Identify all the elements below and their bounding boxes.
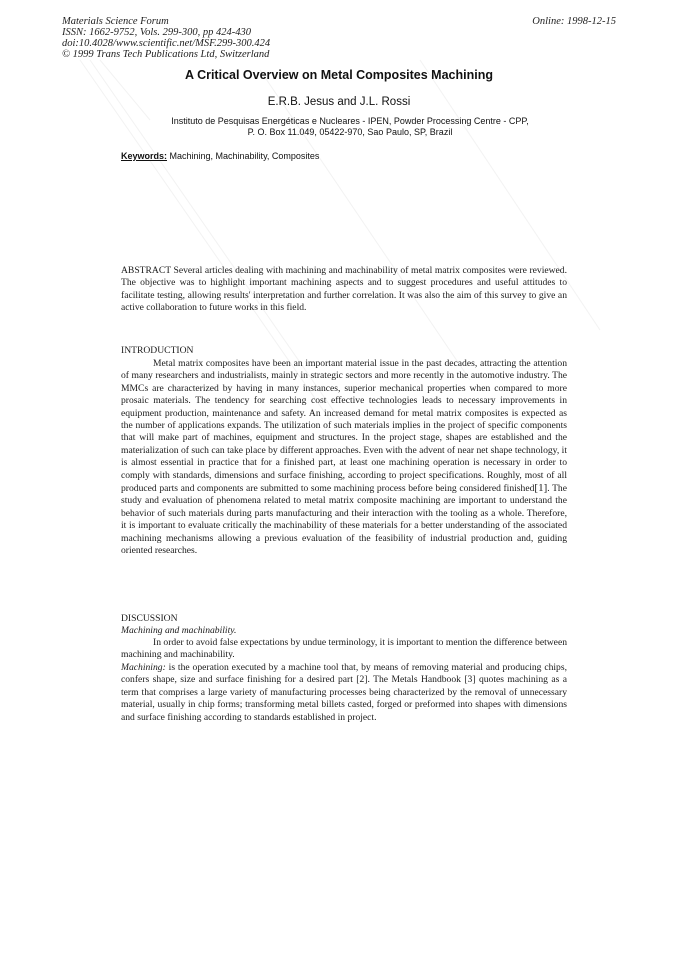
- issn-line: ISSN: 1662-9752, Vols. 299-300, pp 424-430: [62, 27, 251, 38]
- discussion-heading: DISCUSSION: [121, 613, 178, 624]
- affiliation-line: P. O. Box 11.049, 05422-970, Sao Paulo, SP, Brazil: [247, 127, 453, 137]
- introduction-paragraph: [121, 358, 567, 558]
- definition-text: is the operation executed by a machine tool that, by means of removing material and producing chips, confers shape, size and surface finishing for a desired part [2]. The Metals Handbook [3] quotes machining as a term that comprises a large variety of manufacturing processes being characterized by the removal of unnecessary material, usually in chip forms; transforming metal billets casted, forged or preformed into shapes with dimensions and surface finishing according to standards established in project.: [121, 662, 567, 723]
- keywords: [121, 151, 319, 161]
- affiliation: [120, 116, 580, 138]
- discussion-subheading: Machining and machinability.: [121, 625, 237, 636]
- paper-authors: E.R.B. Jesus and J.L. Rossi: [267, 96, 411, 108]
- affiliation-line: Instituto de Pesquisas Energéticas e Nucleares - IPEN, Powder Processing Centre - CPP,: [171, 116, 529, 126]
- copyright-line: © 1999 Trans Tech Publications Ltd, Switzerland: [62, 49, 270, 60]
- online-date: Online: 1998-12-15: [532, 16, 616, 27]
- citation-ref: [1]: [534, 482, 548, 495]
- keywords-list: Machining, Machinability, Composites: [167, 151, 320, 161]
- doi-line: doi:10.4028/www.scientific.net/MSF.299-300.424: [62, 38, 271, 49]
- introduction-text-a: Metal matrix composites have been an important material issue in the past decades, attracting the attention of many researchers and industrialists, mainly in strategic sectors and more recently in the automotive industry. The MMCs are characterized by having in many instances, superior mechanical properties when compared to more prosaic materials. The tendency for searching cost effective technologies leads to necessary improvements in equipment production, maintenance and safety. An increased demand for metal matrix composites is expected as the number of applications expands. The utilization of such materials implies in the project of specific components that will make part of machines, equipment and structures. In the project stage, shapes are established and the materialization of such can take place by different approaches. Even with the advent of near net shape technology, it is almost essential in practice that for a finished part, at least one machining operation is necessary in order to comply with standards, dimensions and surface finishing, according to project specifications. Roughly, most of all produced parts and components are submitted to some machining process before being considered finished: [121, 358, 567, 495]
- keywords-label: Keywords:: [121, 151, 168, 161]
- paper-title: A Critical Overview on Metal Composites Machining: [185, 68, 493, 82]
- discussion-paragraph-2: [121, 662, 567, 724]
- introduction-text-b: . The study and evaluation of phenomena related to metal matrix composite machining are important to understand the behavior of such materials during parts manufacturing and their interaction with the tooling as a whole. Therefore, it is important to evaluate critically the machinability of these materials for a better understanding of the associated machining mechanisms allowing a previous evaluation of the feasibility of industrial production and, guiding oriented researches.: [121, 483, 567, 557]
- introduction-heading: INTRODUCTION: [121, 345, 194, 356]
- journal-name: Materials Science Forum: [62, 16, 169, 27]
- discussion-paragraph-1: In order to avoid false expectations by undue terminology, it is important to mention the difference between machining and machinability.: [121, 637, 567, 661]
- definition-term: Machining:: [121, 662, 166, 673]
- abstract: ABSTRACT Several articles dealing with machining and machinability of metal matrix composites were reviewed. The objective was to highlight important machining aspects and to suggest procedures and useful attitudes to facilitate testing, allowing results' interpretation and further correlation. It was also the aim of this survey to give an active collaboration to future works in this field.: [121, 265, 567, 314]
- journal-info: [62, 16, 362, 60]
